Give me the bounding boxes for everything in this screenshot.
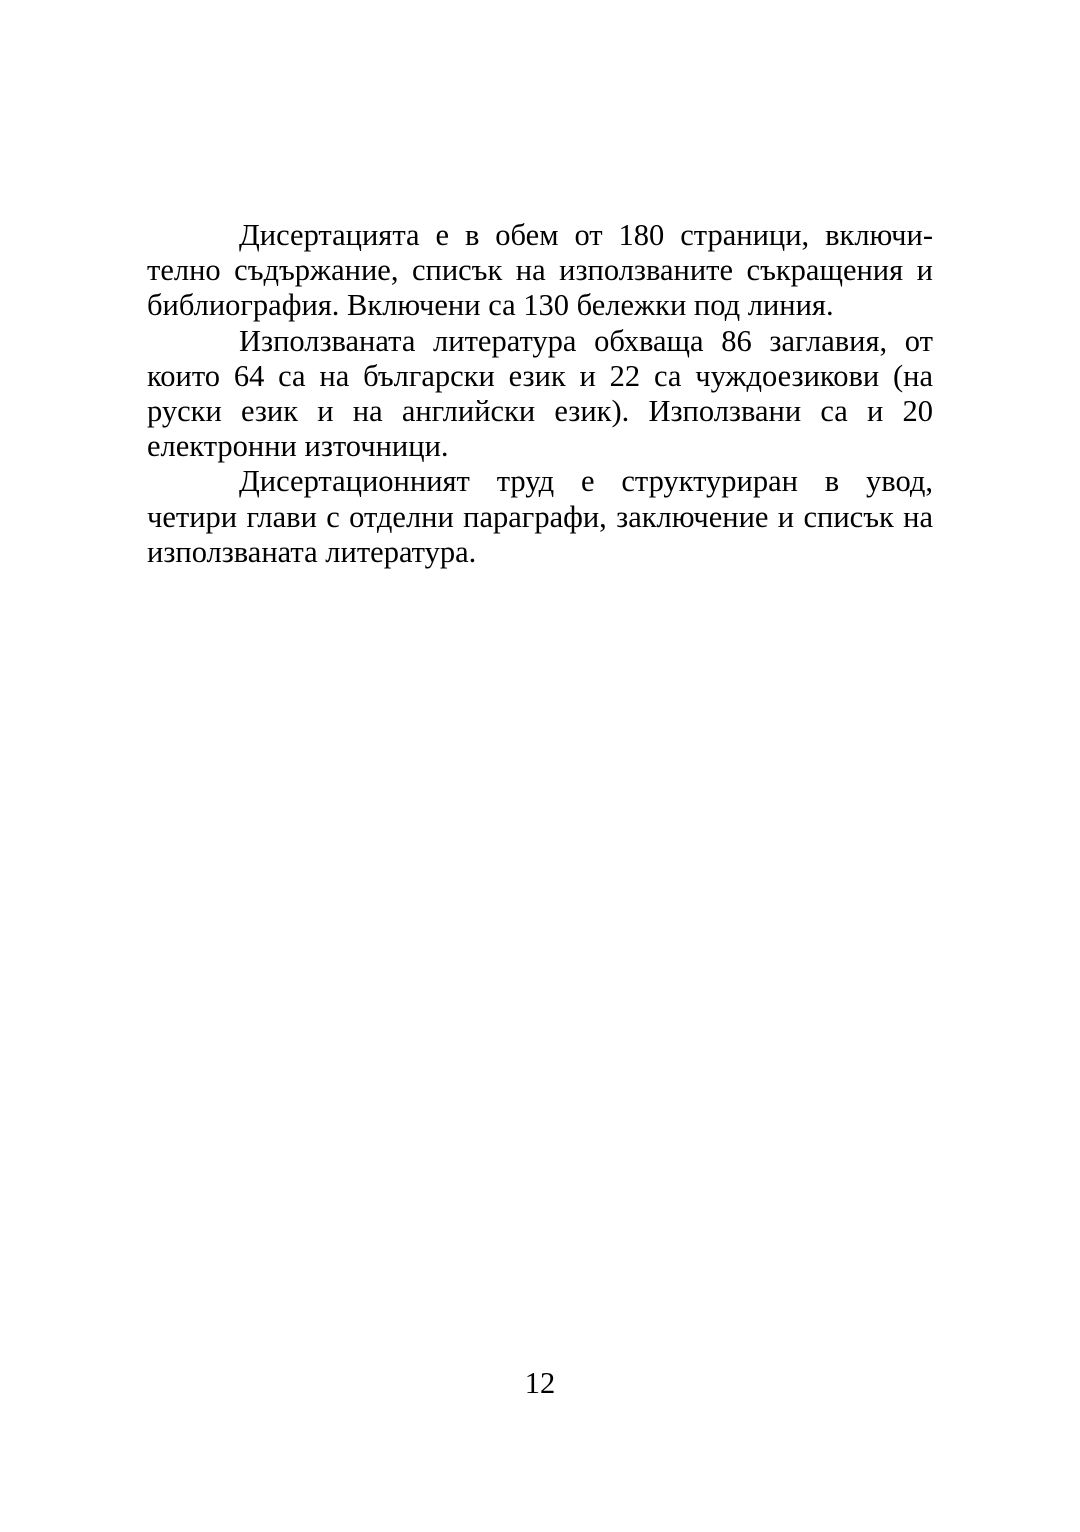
paragraph-2 <box>147 324 933 465</box>
paragraph-3 <box>147 464 933 570</box>
paragraph-line: библиография. Включени са 130 бележки под линия. <box>147 288 834 323</box>
paragraph-line: Дисертационният труд е структуриран в увод, <box>239 464 933 499</box>
paragraph-line: Дисертацията е в обем от 180 страници, включи- <box>239 218 933 252</box>
paragraph-line: използваната литература. <box>147 534 477 569</box>
paragraph-1 <box>147 218 933 324</box>
paragraph-line: Използваната литература обхваща 86 заглавия, от <box>239 323 933 358</box>
paragraph-line: руски език и на английски език). Използвани са и 20 <box>147 393 933 428</box>
paragraph-line: които 64 са на български език и 22 са чуждоезикови (на <box>147 358 933 393</box>
paragraph-line: четири глави с отделни параграфи, заключение и списък на <box>147 499 933 534</box>
body-text <box>147 218 933 570</box>
paragraph-line: електронни източници. <box>147 429 449 464</box>
page-number: 12 <box>524 1366 556 1400</box>
paragraph-line: телно съдържание, списък на използваните съкращения и <box>147 253 933 288</box>
